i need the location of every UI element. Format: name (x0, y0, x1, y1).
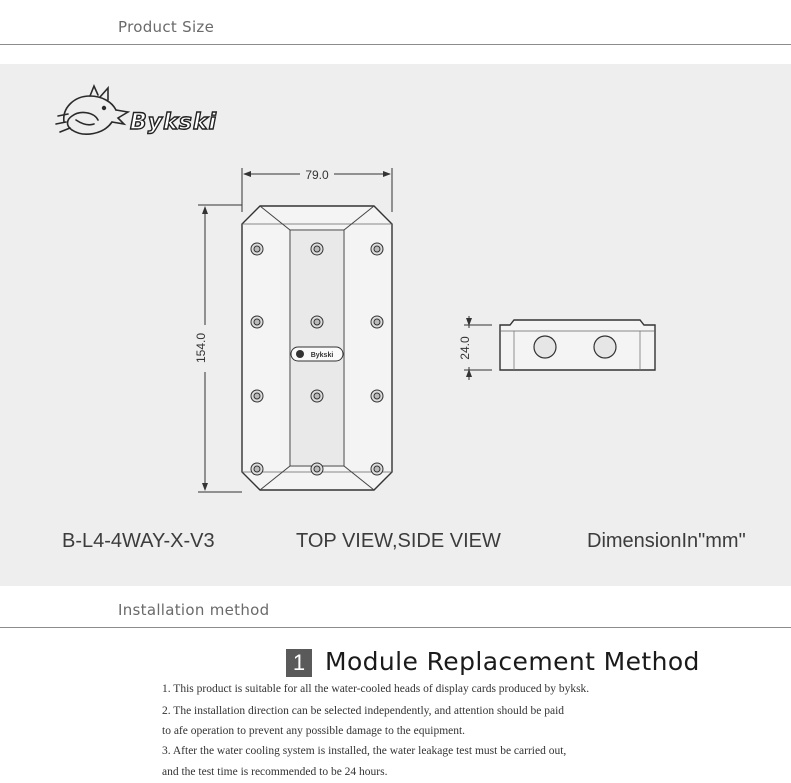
bykski-logo-text: Bykski (130, 110, 218, 135)
badge-text: Bykski (310, 352, 334, 359)
section-divider (0, 627, 791, 628)
instruction-line: to afe operation to prevent any possible damage to the equipment. (162, 725, 466, 737)
width-dimension-label: 79.0 (305, 168, 329, 182)
height-dimension-label: 154.0 (194, 332, 208, 364)
side-dimension-label: 24.0 (458, 336, 472, 360)
instruction-line: 2. The installation direction can be selected independently, and attention should be paid (162, 705, 565, 717)
side-view (500, 320, 655, 370)
product-size-title: Product Size (118, 18, 215, 36)
step-number-badge: 1 (286, 649, 312, 677)
dimension-unit-caption: DimensionIn"mm" (587, 530, 746, 552)
instruction-line: 3. After the water cooling system is installed, the water leakage test must be carried out, (162, 745, 567, 757)
instruction-line: 1. This product is suitable for all the water-cooled heads of display cards produced by byksk. (162, 683, 590, 695)
instruction-line: and the test time is recommended to be 24 hours. (162, 766, 388, 778)
model-number-caption: B-L4-4WAY-X-V3 (62, 530, 215, 552)
installation-method-title: Installation method (118, 601, 270, 619)
center-logo-badge (291, 347, 343, 361)
views-caption: TOP VIEW,SIDE VIEW (296, 530, 501, 552)
step-title: Module Replacement Method (325, 647, 700, 676)
